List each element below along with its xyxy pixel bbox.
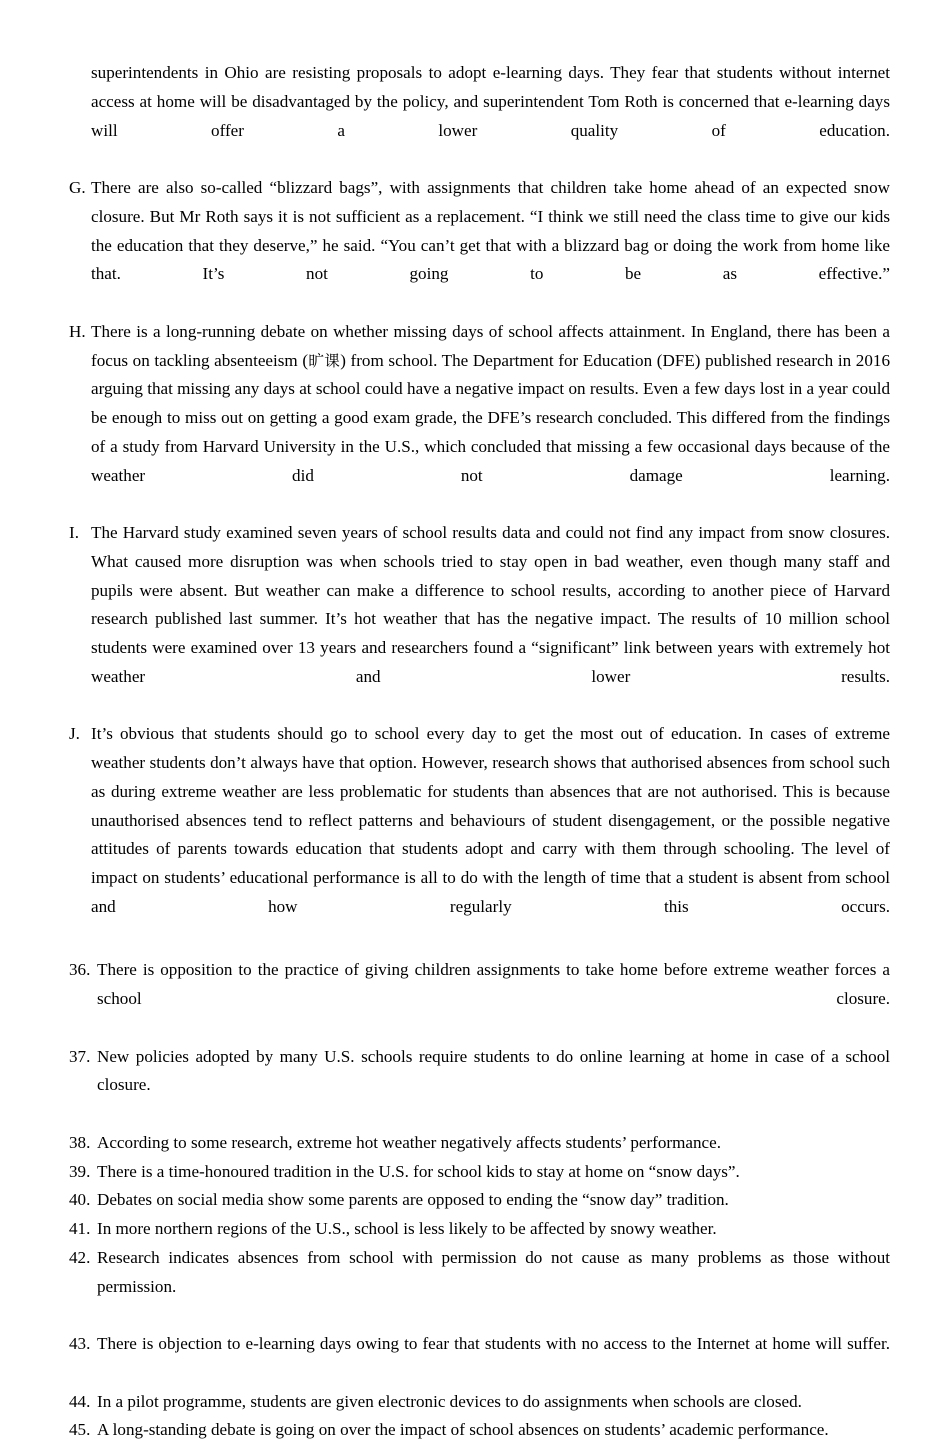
statement-text-42: Research indicates absences from school with permission do not cause as many problems as those without permission. bbox=[97, 1247, 890, 1296]
statement-number-43: 43. bbox=[69, 1334, 91, 1353]
statement-number-37: 37. bbox=[69, 1046, 91, 1066]
statement-text-39: There is a time-honoured tradition in the U.S. for school kids to stay at home on “snow days”. bbox=[97, 1161, 740, 1181]
statement-text-36: There is opposition to the practice of giving children assignments to take home before extreme weather forces a school closure. bbox=[97, 960, 890, 1008]
statement-text-37: New policies adopted by many U.S. schools require students to do online learning at home in case of a school closure. bbox=[97, 1046, 890, 1095]
statement-text-40: Debates on social media show some parents are opposed to ending the “snow day” tradition. bbox=[97, 1190, 729, 1210]
paragraph-text-I: The Harvard study examined seven years of school results data and could not find any impact from snow closures. What caused more disruption was when schools tried to stay open in bad weather, even though many staff and pupils were absent. But weather can make a difference to school results, according to another piece of Harvard research published last summer. It’s hot weather that has the negative impact. The results of 10 million school students were examined over 13 years and researchers found a “significant” link between years with extremely hot weather and lower results. bbox=[91, 523, 890, 686]
passage-paragraph-I bbox=[69, 519, 890, 720]
statement-text-43: There is objection to e-learning days owing to fear that students with no access to the Internet at home will suffer. bbox=[97, 1334, 890, 1353]
statement-item-41 bbox=[69, 1215, 890, 1244]
passage-paragraph-J bbox=[69, 720, 890, 950]
statement-item-39 bbox=[69, 1158, 890, 1187]
paragraph-text-H bbox=[91, 318, 890, 519]
statement-item-38 bbox=[69, 1129, 890, 1158]
statement-number-41: 41. bbox=[69, 1219, 91, 1238]
statement-item-45 bbox=[69, 1416, 890, 1445]
paragraph-label-G: G. bbox=[69, 178, 86, 197]
statement-text-38: According to some research, extreme hot weather negatively affects students’ performance. bbox=[97, 1132, 721, 1152]
paragraph-cjk-gloss: 旷课 bbox=[308, 351, 341, 370]
statement-text-45: A long-standing debate is going on over the impact of school absences on students’ academic performance. bbox=[97, 1420, 829, 1440]
paragraph-text-G: There are also so-called “blizzard bags”, with assignments that children take home ahead of an expected snow closure. But Mr Roth says it is not sufficient as a replacement. “I think we still need the class time to give our kids the education that they deserve,” he said. “You can’t get that with a blizzard bag or doing the work from home like that. It’s not going to be as effective.” bbox=[91, 178, 890, 284]
paragraph-text-J: It’s obvious that students should go to school every day to get the most out of education. In cases of extreme weather students don’t always have that option. However, research shows that authorised absences from school such as during extreme weather are less problematic for students than absences that are not authorised. This is because unauthorised absences tend to reflect patterns and behaviours of student disengagement, or the possible negative attitudes of parents towards education that students adopt and carry with them through schooling. The level of impact on students’ educational performance is all to do with the length of time that a student is absent from school and how regularly this occurs. bbox=[91, 724, 890, 916]
statement-item-36 bbox=[69, 956, 890, 1042]
paragraph-label-H: H. bbox=[69, 321, 86, 341]
statement-number-39: 39. bbox=[69, 1161, 91, 1181]
statement-number-42: 42. bbox=[69, 1247, 91, 1267]
passage-paragraph-H bbox=[69, 318, 890, 519]
paragraph-label-I: I. bbox=[69, 523, 79, 542]
statement-item-42 bbox=[69, 1244, 890, 1330]
paragraph-text-H-part2: ) from school. The Department for Education (DFE) published research in 2016 arguing that missing any days at school could have a negative impact on results. Even a few days lost in a year could be enough to miss out on getting a good exam grade, the DFE’s research concluded. This differed from the findings of a study from Harvard University in the U.S., which concluded that missing a few occasional days because of the weather did not damage learning. bbox=[91, 350, 890, 485]
statement-item-40 bbox=[69, 1186, 890, 1215]
document-body bbox=[69, 59, 890, 1445]
statement-text-44: In a pilot programme, students are given electronic devices to do assignments when schools are closed. bbox=[97, 1391, 802, 1411]
statement-text-41: In more northern regions of the U.S., school is less likely to be affected by snowy weather. bbox=[97, 1219, 717, 1238]
statement-number-45: 45. bbox=[69, 1420, 91, 1440]
paragraph-label-J: J. bbox=[69, 724, 80, 744]
statement-item-37 bbox=[69, 1043, 890, 1129]
passage-paragraph-G bbox=[69, 174, 890, 318]
paragraph-text-H-part1: There is a long-running debate on whether missing days of school affects attainment. In England, there has been a focus on tackling absenteeism ( bbox=[91, 321, 890, 370]
statement-number-36: 36. bbox=[69, 960, 91, 980]
statement-number-44: 44. bbox=[69, 1391, 91, 1411]
statement-item-44 bbox=[69, 1388, 890, 1417]
passage-continuation-paragraph: superintendents in Ohio are resisting proposals to adopt e-learning days. They fear that students without internet access at home will be disadvantaged by the policy, and superintendent Tom Roth is concerned that e-learning days will offer a lower quality of education. bbox=[91, 63, 890, 140]
statements-list bbox=[69, 956, 890, 1445]
statement-number-40: 40. bbox=[69, 1190, 91, 1210]
statement-number-38: 38. bbox=[69, 1132, 91, 1152]
statement-item-43 bbox=[69, 1330, 890, 1388]
